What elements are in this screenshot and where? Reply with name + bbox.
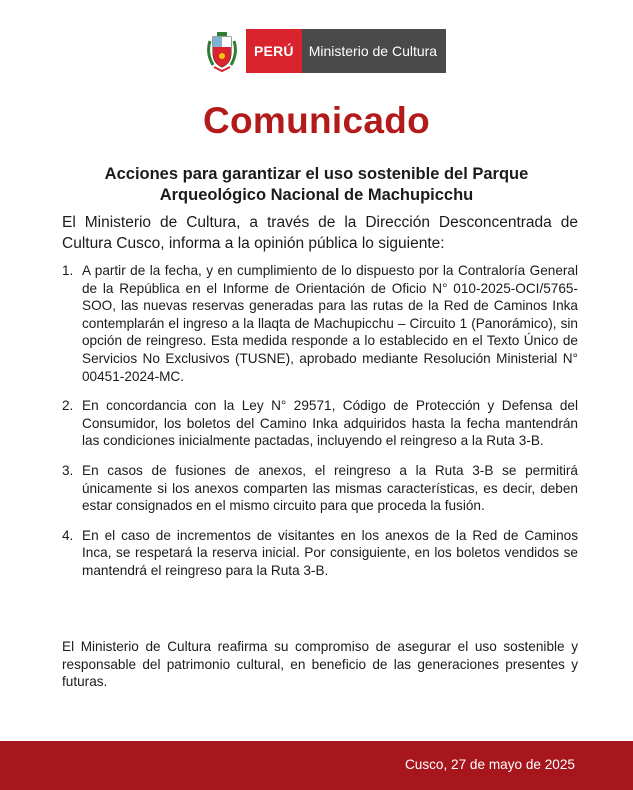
page-title: Comunicado — [202, 100, 431, 141]
brand-ministry: Ministerio de Cultura — [302, 29, 446, 73]
list-item — [62, 262, 578, 385]
closing-paragraph: El Ministerio de Cultura reafirma su compromiso de asegurar el uso sostenible y responsable del patrimonio cultural, en beneficio de las generaciones presentes y futuras. — [62, 639, 578, 690]
list-item-text: En concordancia con la Ley N° 29571, Código de Protección y Defensa del Consumidor, los boletos del Camino Inka adquiridos hasta la fecha mantendrán las condiciones inicialmente pactadas, incluyendo el reingreso a la Ruta 3-B. — [82, 398, 578, 449]
footer-bar — [0, 741, 633, 790]
list-item-number: 2. — [62, 398, 74, 414]
list-item-number: 3. — [62, 462, 74, 478]
brand-lockup — [246, 29, 446, 73]
intro-paragraph: El Ministerio de Cultura, a través de la Dirección Desconcentrada de Cultura Cusco, informa a la opinión pública lo siguiente: — [62, 214, 578, 252]
ministry-logo — [205, 29, 446, 73]
list-item — [62, 397, 578, 450]
subtitle: Acciones para garantizar el uso sostenible del Parque Arqueológico Nacional de Machupicchu — [104, 165, 529, 204]
list-item-text: A partir de la fecha, y en cumplimiento de lo dispuesto por la Contraloría General de la República en el Informe de Orientación de Oficio N° 010-2025-OCI/5765-SOO, las nuevas reservas generadas para las rutas de la Red de Caminos Inka contemplarán el ingreso a la llaqta de Machupicchu – Circuito 1 (Panorámico), sin opción de reingreso. Esta medida responde a lo establecido en el Texto Único de Servicios No Exclusivos (TUSNE), aprobado mediante Resolución Ministerial N° 00451-2024-MC. — [82, 263, 578, 384]
brand-country: PERÚ — [246, 29, 302, 73]
peru-coat-of-arms-icon — [205, 29, 239, 73]
list-item-text: En casos de fusiones de anexos, el reingreso a la Ruta 3-B se permitirá únicamente si los anexos comparten las mismas características, es decir, deben estar consignados en el mismo circuito para que proceda la fusión. — [82, 462, 578, 514]
list-item-number: 1. — [62, 263, 74, 278]
measures-list — [62, 262, 578, 592]
list-item — [62, 462, 578, 515]
list-item-text: En el caso de incrementos de visitantes en los anexos de la Red de Caminos Inca, se respetará la reserva inicial. Por consiguiente, en los boletos vendidos se mantendrá el reingreso para la Ruta 3-B. — [82, 527, 578, 578]
footer-date: Cusco, 27 de mayo de 2025 — [404, 757, 575, 772]
list-item-number: 4. — [62, 527, 74, 543]
list-item — [62, 527, 578, 580]
